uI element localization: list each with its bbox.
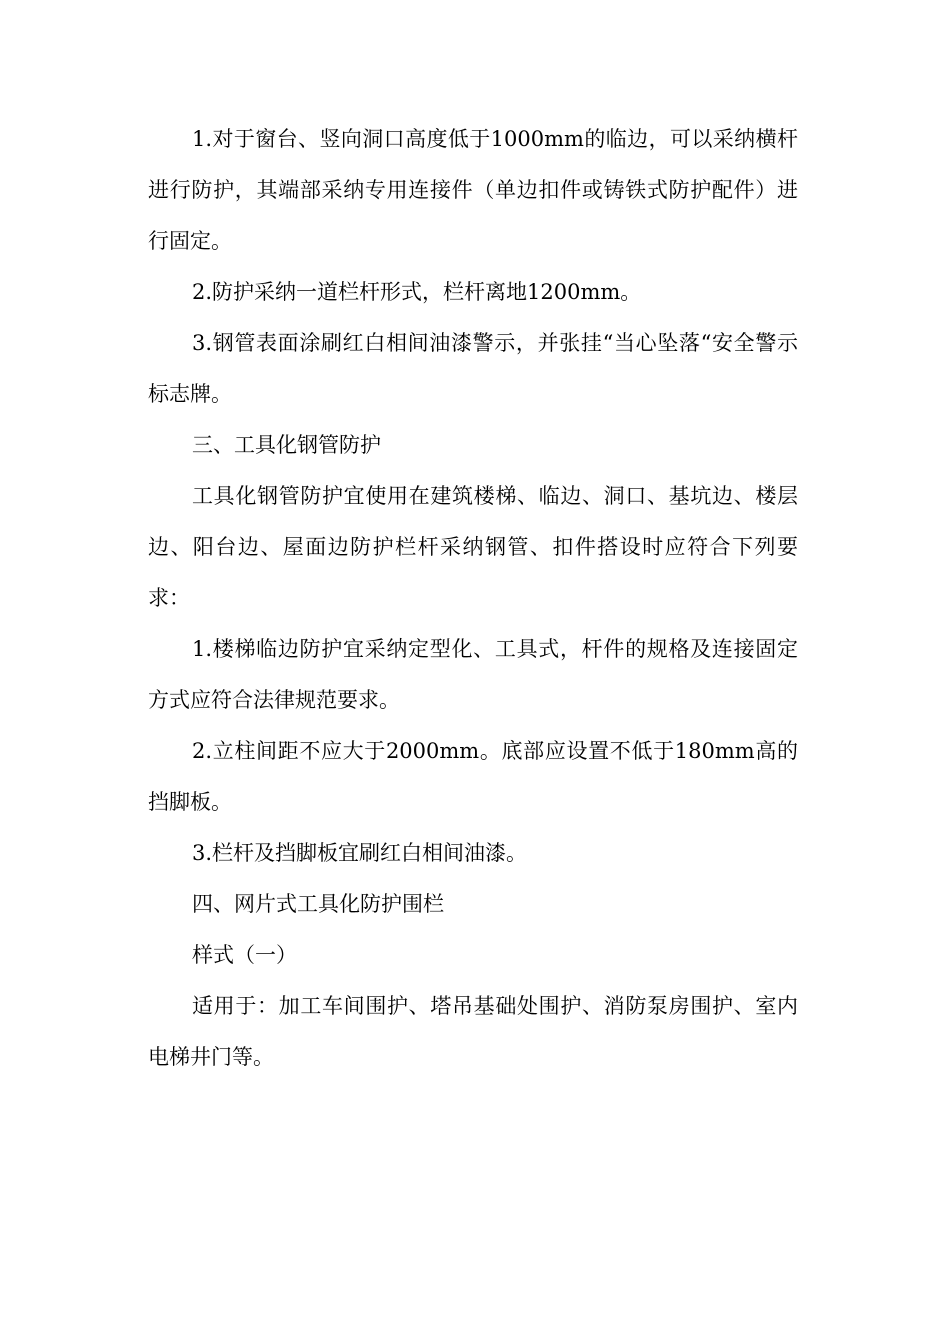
paragraph-window-sill-protection: 1.对于窗台、竖向洞口高度低于1000mm的临边，可以采纳横杆进行防护，其端部采纳专用连接件（单边扣件或铸铁式防护配件）进行固定。 xyxy=(148,127,798,253)
paragraph-railing-paint: 3.栏杆及挡脚板宜刷红白相间油漆。 xyxy=(192,841,528,865)
paragraph-stair-edge-protection: 1.楼梯临边防护宜采纳定型化、工具式，杆件的规格及连接固定方式应符合法律规范要求。 xyxy=(148,637,798,712)
paragraph-post-spacing: 2.立柱间距不应大于2000mm。底部应设置不低于180mm高的挡脚板。 xyxy=(148,739,798,814)
paragraph-applicable-scope: 适用于：加工车间围护、塔吊基础处围护、消防泵房围护、室内电梯井门等。 xyxy=(148,994,798,1069)
paragraph-paint-warning: 3.钢管表面涂刷红白相间油漆警示，并张挂“当心坠落“安全警示标志牌。 xyxy=(148,331,798,406)
paragraph-tooling-steel-pipe-usage: 工具化钢管防护宜使用在建筑楼梯、临边、洞口、基坑边、楼层边、阳台边、屋面边防护栏杆采纳钢管、扣件搭设时应符合下列要求： xyxy=(148,484,798,610)
style-label: 样式（一） xyxy=(192,943,297,967)
document-page xyxy=(148,114,798,1083)
paragraph-railing-form: 2.防护采纳一道栏杆形式，栏杆离地1200mm。 xyxy=(192,280,642,304)
section-heading-tooling-steel-pipe: 三、工具化钢管防护 xyxy=(192,433,381,457)
section-heading-mesh-fence: 四、网片式工具化防护围栏 xyxy=(192,892,444,916)
